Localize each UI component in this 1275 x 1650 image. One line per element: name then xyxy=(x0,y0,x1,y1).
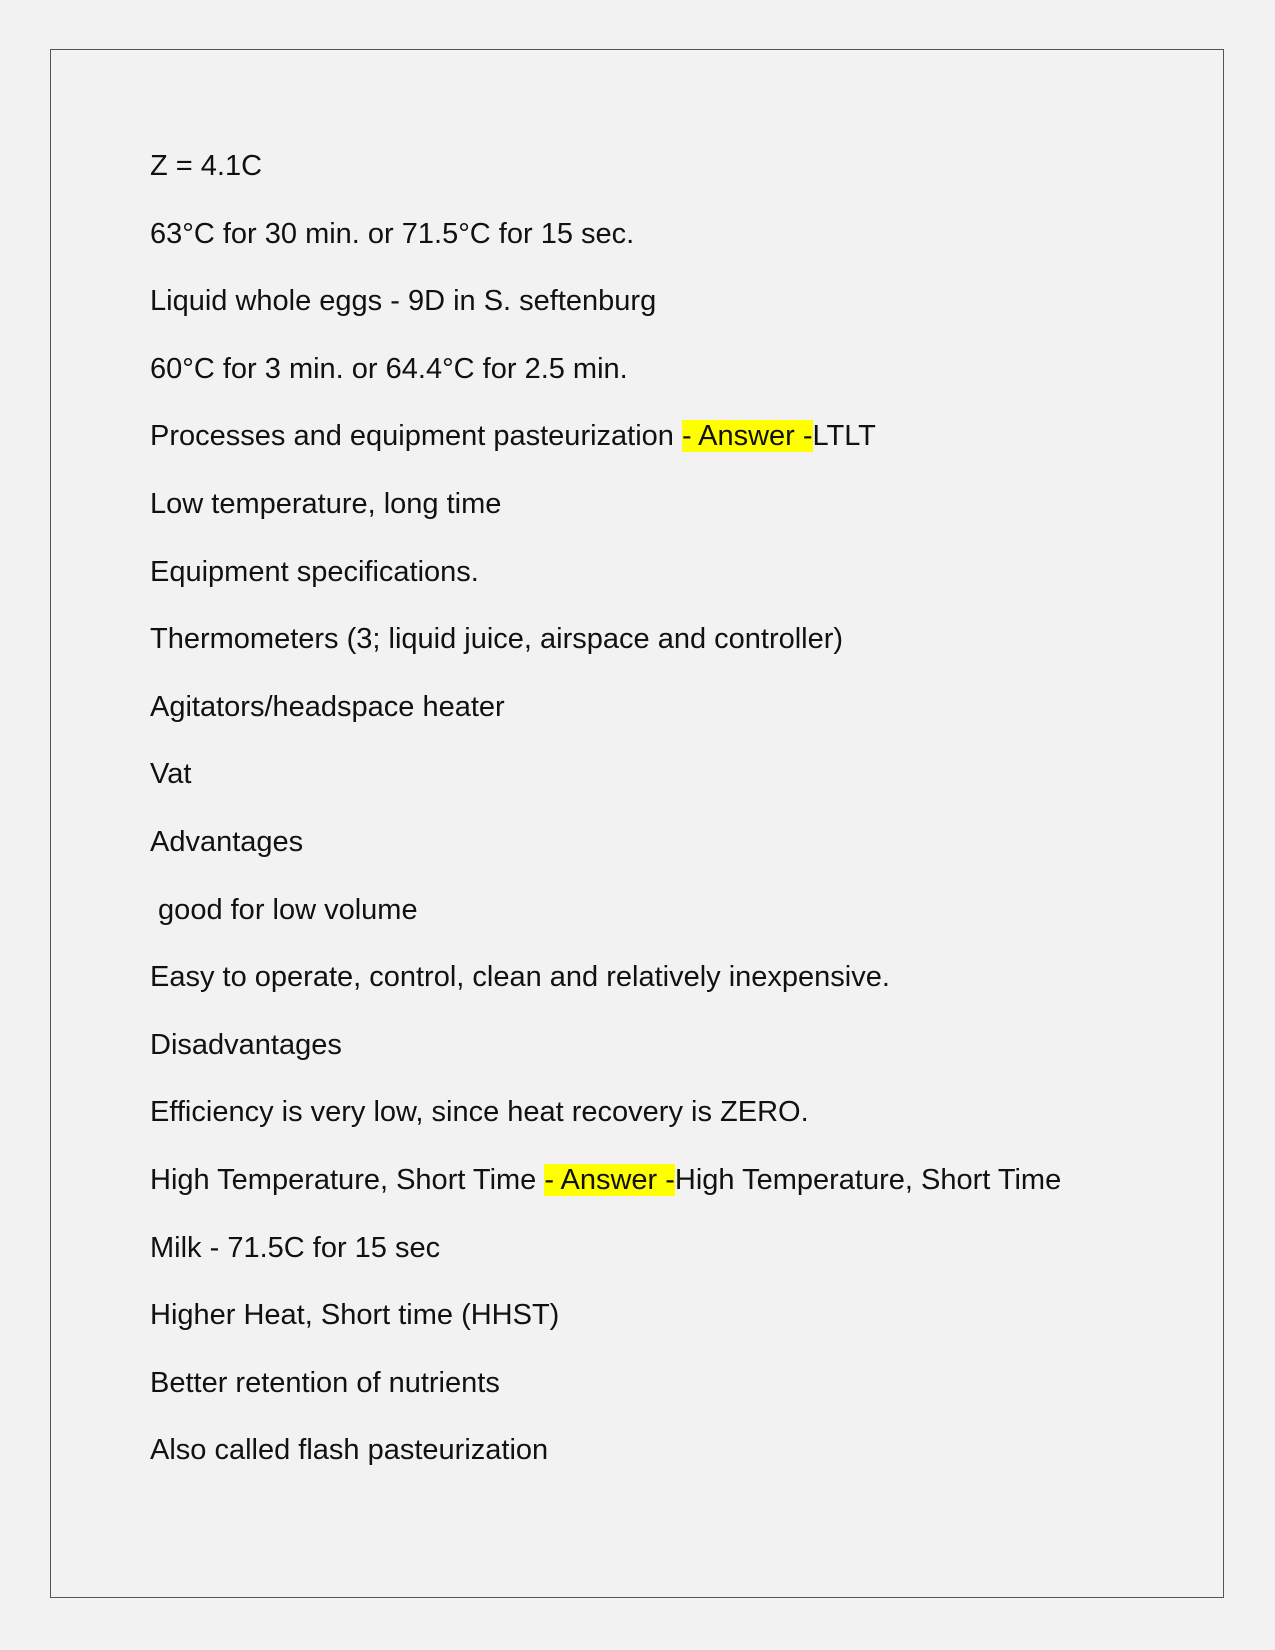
text-line: Advantages xyxy=(150,825,304,858)
question-answer-line xyxy=(150,416,1190,484)
text-line: Also called flash pasteurization xyxy=(150,1434,549,1467)
question-answer-line xyxy=(150,1160,1190,1228)
question-text: Processes and equipment pasteurization xyxy=(150,420,682,453)
text-line: Z = 4.1C xyxy=(150,150,263,182)
question-text: High Temperature, Short Time xyxy=(150,1163,545,1196)
answer-marker-highlight: - Answer - xyxy=(681,420,813,453)
text-line: Easy to operate, control, clean and relatively inexpensive. xyxy=(150,961,890,994)
text-line: Low temperature, long time xyxy=(150,487,502,520)
text-line: Disadvantages xyxy=(150,1028,342,1061)
text-line: Efficiency is very low, since heat recovery is ZERO. xyxy=(150,1096,809,1129)
text-line: Liquid whole eggs - 9D in S. seftenburg xyxy=(150,285,657,318)
answer-text: LTLT xyxy=(812,420,876,453)
text-line: Vat xyxy=(150,758,192,791)
text-line: Thermometers (3; liquid juice, airspace and controller) xyxy=(150,623,844,656)
answer-marker-highlight: - Answer - xyxy=(544,1163,675,1196)
text-line: Milk - 71.5C for 15 sec xyxy=(150,1231,441,1264)
answer-text: High Temperature, Short Time xyxy=(674,1163,1062,1196)
text-line: 60°C for 3 min. or 64.4°C for 2.5 min. xyxy=(150,352,628,385)
text-line: good for low volume xyxy=(150,893,418,926)
text-line: 63°C for 30 min. or 71.5°C for 15 sec. xyxy=(150,217,635,250)
text-line: Higher Heat, Short time (HHST) xyxy=(150,1299,560,1332)
document-body xyxy=(150,146,1190,1498)
text-line: Better retention of nutrients xyxy=(150,1366,500,1399)
text-line: Equipment specifications. xyxy=(150,555,479,588)
text-line: Agitators/headspace heater xyxy=(150,690,505,723)
